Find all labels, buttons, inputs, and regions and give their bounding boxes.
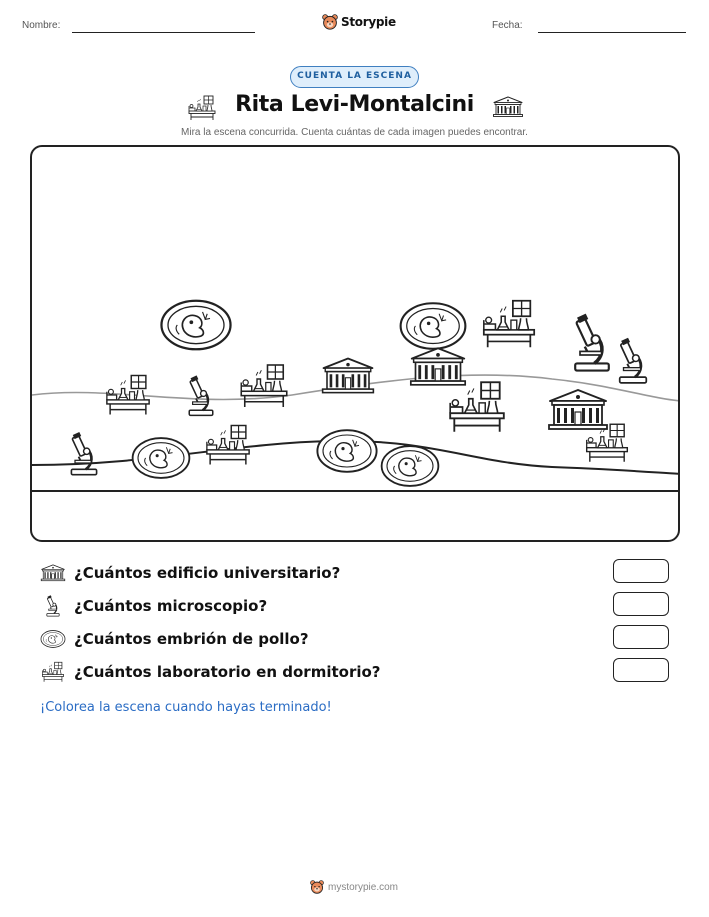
university-icon[interactable] [408,345,468,389]
search-scene [30,145,680,542]
university-icon[interactable] [546,385,610,435]
question-text: ¿Cuántos laboratorio en dormitorio? [74,663,381,681]
bear-icon [310,880,324,894]
bedroom-lab-icon [40,661,66,683]
bedroom-lab-icon[interactable] [202,423,254,467]
name-line[interactable] [72,32,255,33]
embryo-icon [40,628,66,650]
question-embryo [40,626,309,652]
footer-site[interactable]: mystorypie.com [328,881,399,893]
microscope-icon[interactable] [184,375,218,417]
date-label: Fecha: [492,20,523,31]
bedroom-lab-icon[interactable] [478,297,540,351]
name-label: Nombre: [22,20,61,31]
embryo-icon[interactable] [158,297,234,353]
embryo-icon[interactable] [130,435,192,481]
question-microscope [40,593,267,619]
instructions: Mira la escena concurrida. Cuenta cuántas de cada imagen puedes encontrar. [181,127,528,138]
university-icon [492,95,524,119]
university-icon [40,562,66,584]
question-university [40,560,340,586]
microscope-icon[interactable] [568,313,616,373]
bear-icon [322,14,338,30]
microscope-icon[interactable] [66,431,102,477]
answer-box-embryo[interactable] [613,625,669,649]
embryo-icon[interactable] [315,427,379,475]
footer [310,880,398,894]
answer-box-university[interactable] [613,559,669,583]
page-title: Rita Levi-Montalcini [235,92,474,117]
microscope-icon [40,595,66,617]
bedroom-lab-icon[interactable] [236,363,292,409]
bedroom-lab-icon[interactable] [102,373,154,417]
activity-badge: CUENTA LA ESCENA [290,66,419,88]
question-bedroom-lab [40,659,381,685]
date-line[interactable] [538,32,686,33]
university-icon[interactable] [320,355,376,397]
coloring-note: ¡Colorea la escena cuando hayas terminado! [40,700,332,715]
answer-box-microscope[interactable] [613,592,669,616]
brand-name: Storypie [341,15,396,29]
question-text: ¿Cuántos microscopio? [74,597,268,615]
answer-box-bedroom-lab[interactable] [613,658,669,682]
microscope-icon[interactable] [614,337,652,385]
embryo-icon[interactable] [378,443,442,489]
question-text: ¿Cuántos edificio universitario? [74,564,341,582]
question-text: ¿Cuántos embrión de pollo? [74,630,309,648]
brand-logo [322,14,396,30]
